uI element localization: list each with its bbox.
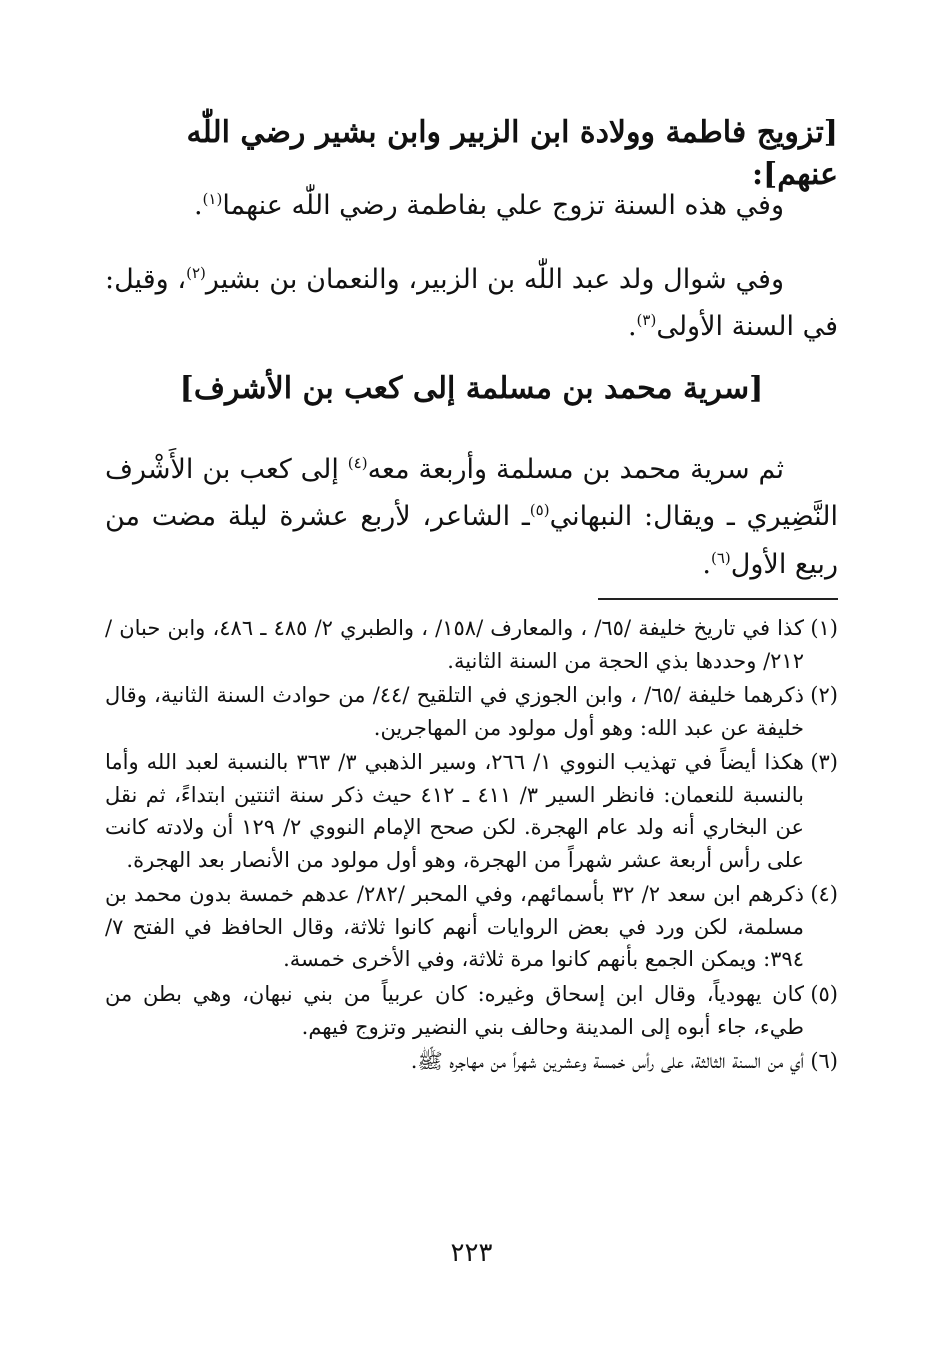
footnote-number: (٦) <box>810 1049 838 1074</box>
footnote-text: ذكرهم ابن سعد ٢/ ٣٢ بأسمائهم، وفي المحبر /٢٨٢/ عدهم خمسة بدون محمد بن مسلمة، لكن ورد في بعض الروايات أنهم كانوا ثلاثة، وقال الحافظ في الفتح ٧/ ٣٩٤: ويمكن الجمع بأنهم كانوا مرة ثلاثة، وفي الأخرى خمسة. <box>105 882 804 972</box>
footnote-number: (٤) <box>810 882 838 907</box>
section-heading-expedition: [سرية محمد بن مسلمة إلى كعب بن الأشرف] <box>179 371 764 406</box>
footnote-number: (٣) <box>810 750 838 775</box>
footnote-number: (١) <box>810 616 838 640</box>
footnote-text: هكذا أيضاً في تهذيب النووي ١/ ٢٦٦، وسير الذهبي ٣/ ٣٦٣ بالنسبة لعبد الله وأما بالنسبة للنعمان: فانظر السير ٣/ ٤١١ ـ ٤١٢ حيث ذكر سنة اثنتين ابتداءً، ثم نقل عن البخاري أنه ولد عام الهجرة. لكن صحح الإمام النووي ٢/ ١٢٩ أن ولادته كانت على رأس أربعة عشر شهراً من الهجرة، وهو أول مولود من الأنصار بعد الهجرة. <box>105 750 804 872</box>
footnote-item <box>105 612 838 677</box>
paragraph-text: ، وقيل: في السنة الأولى <box>105 264 838 343</box>
footnote-item <box>105 978 838 1043</box>
paragraph-text: ثم سرية محمد بن مسلمة وأربعة معه <box>367 454 784 485</box>
paragraph-marriage <box>105 182 838 229</box>
footnote-divider <box>598 598 838 600</box>
footnote-item <box>105 746 838 876</box>
paragraph-text: وفي شوال ولد عبد اللّٰه بن الزبير، والنعمان بن بشير <box>205 264 784 295</box>
footnote-number: (٥) <box>810 982 838 1007</box>
footnote-item <box>105 878 838 976</box>
footnote-ref: (٦) <box>711 548 731 567</box>
footnote-ref: (٣) <box>636 311 657 330</box>
paragraph-end: . <box>193 190 203 221</box>
paragraph-end: . <box>702 548 711 580</box>
section-heading-marriage: [تزويج فاطمة وولادة ابن الزبير وابن بشير رضي اللّٰه عنهم]: <box>186 115 838 192</box>
footnote-item <box>105 679 838 744</box>
paragraph-text: إلى كعب بن الأَشْرف النَّضِيري ـ ويقال: النبهاني <box>105 454 838 533</box>
footnotes <box>105 612 838 1080</box>
footnote-text: كان يهودياً، وقال ابن إسحاق وغيره: كان عربياً من بني نبهان، وهي بطن من طيء، جاء أبوه إلى المدينة وحالف بني النضير وتزوج فيهم. <box>105 982 804 1039</box>
footnote-ref: (٢) <box>186 264 206 282</box>
page-number: ٢٢٣ <box>450 1238 493 1268</box>
paragraph-text: وفي هذه السنة تزوج علي بفاطمة رضي اللّٰه عنهما <box>222 190 784 221</box>
footnote-number: (٢) <box>810 683 838 708</box>
footnote-text: ذكرهما خليفة /٦٥/ ، وابن الجوزي في التلقيح /٤٤/ من حوادث السنة الثانية، وقال خليفة عن عبد الله: وهو أول مولود من المهاجرين. <box>105 683 804 740</box>
footnote-ref: (١) <box>202 190 223 208</box>
footnote-ref: (٤) <box>347 454 368 472</box>
footnote-ref: (٥) <box>529 501 550 520</box>
footnote-text: أي من السنة الثالثة، على رأس خمسة وعشرين شهراً من مهاجره ﷺ. <box>410 1049 804 1074</box>
paragraph-births <box>105 256 838 351</box>
footnote-item <box>105 1045 838 1078</box>
paragraph-expedition <box>105 446 838 588</box>
paragraph-text: ـ الشاعر، لأربع عشرة ليلة مضت من ربيع الأول <box>105 501 838 580</box>
paragraph-end: . <box>627 311 637 343</box>
footnote-text: كذا في تاريخ خليفة /٦٥/ ، والمعارف /١٥٨/ ، والطبري ٢/ ٤٨٥ ـ ٤٨٦، وابن حبان / ٢١٢/ وحددها بذي الحجة من السنة الثانية. <box>105 616 804 673</box>
